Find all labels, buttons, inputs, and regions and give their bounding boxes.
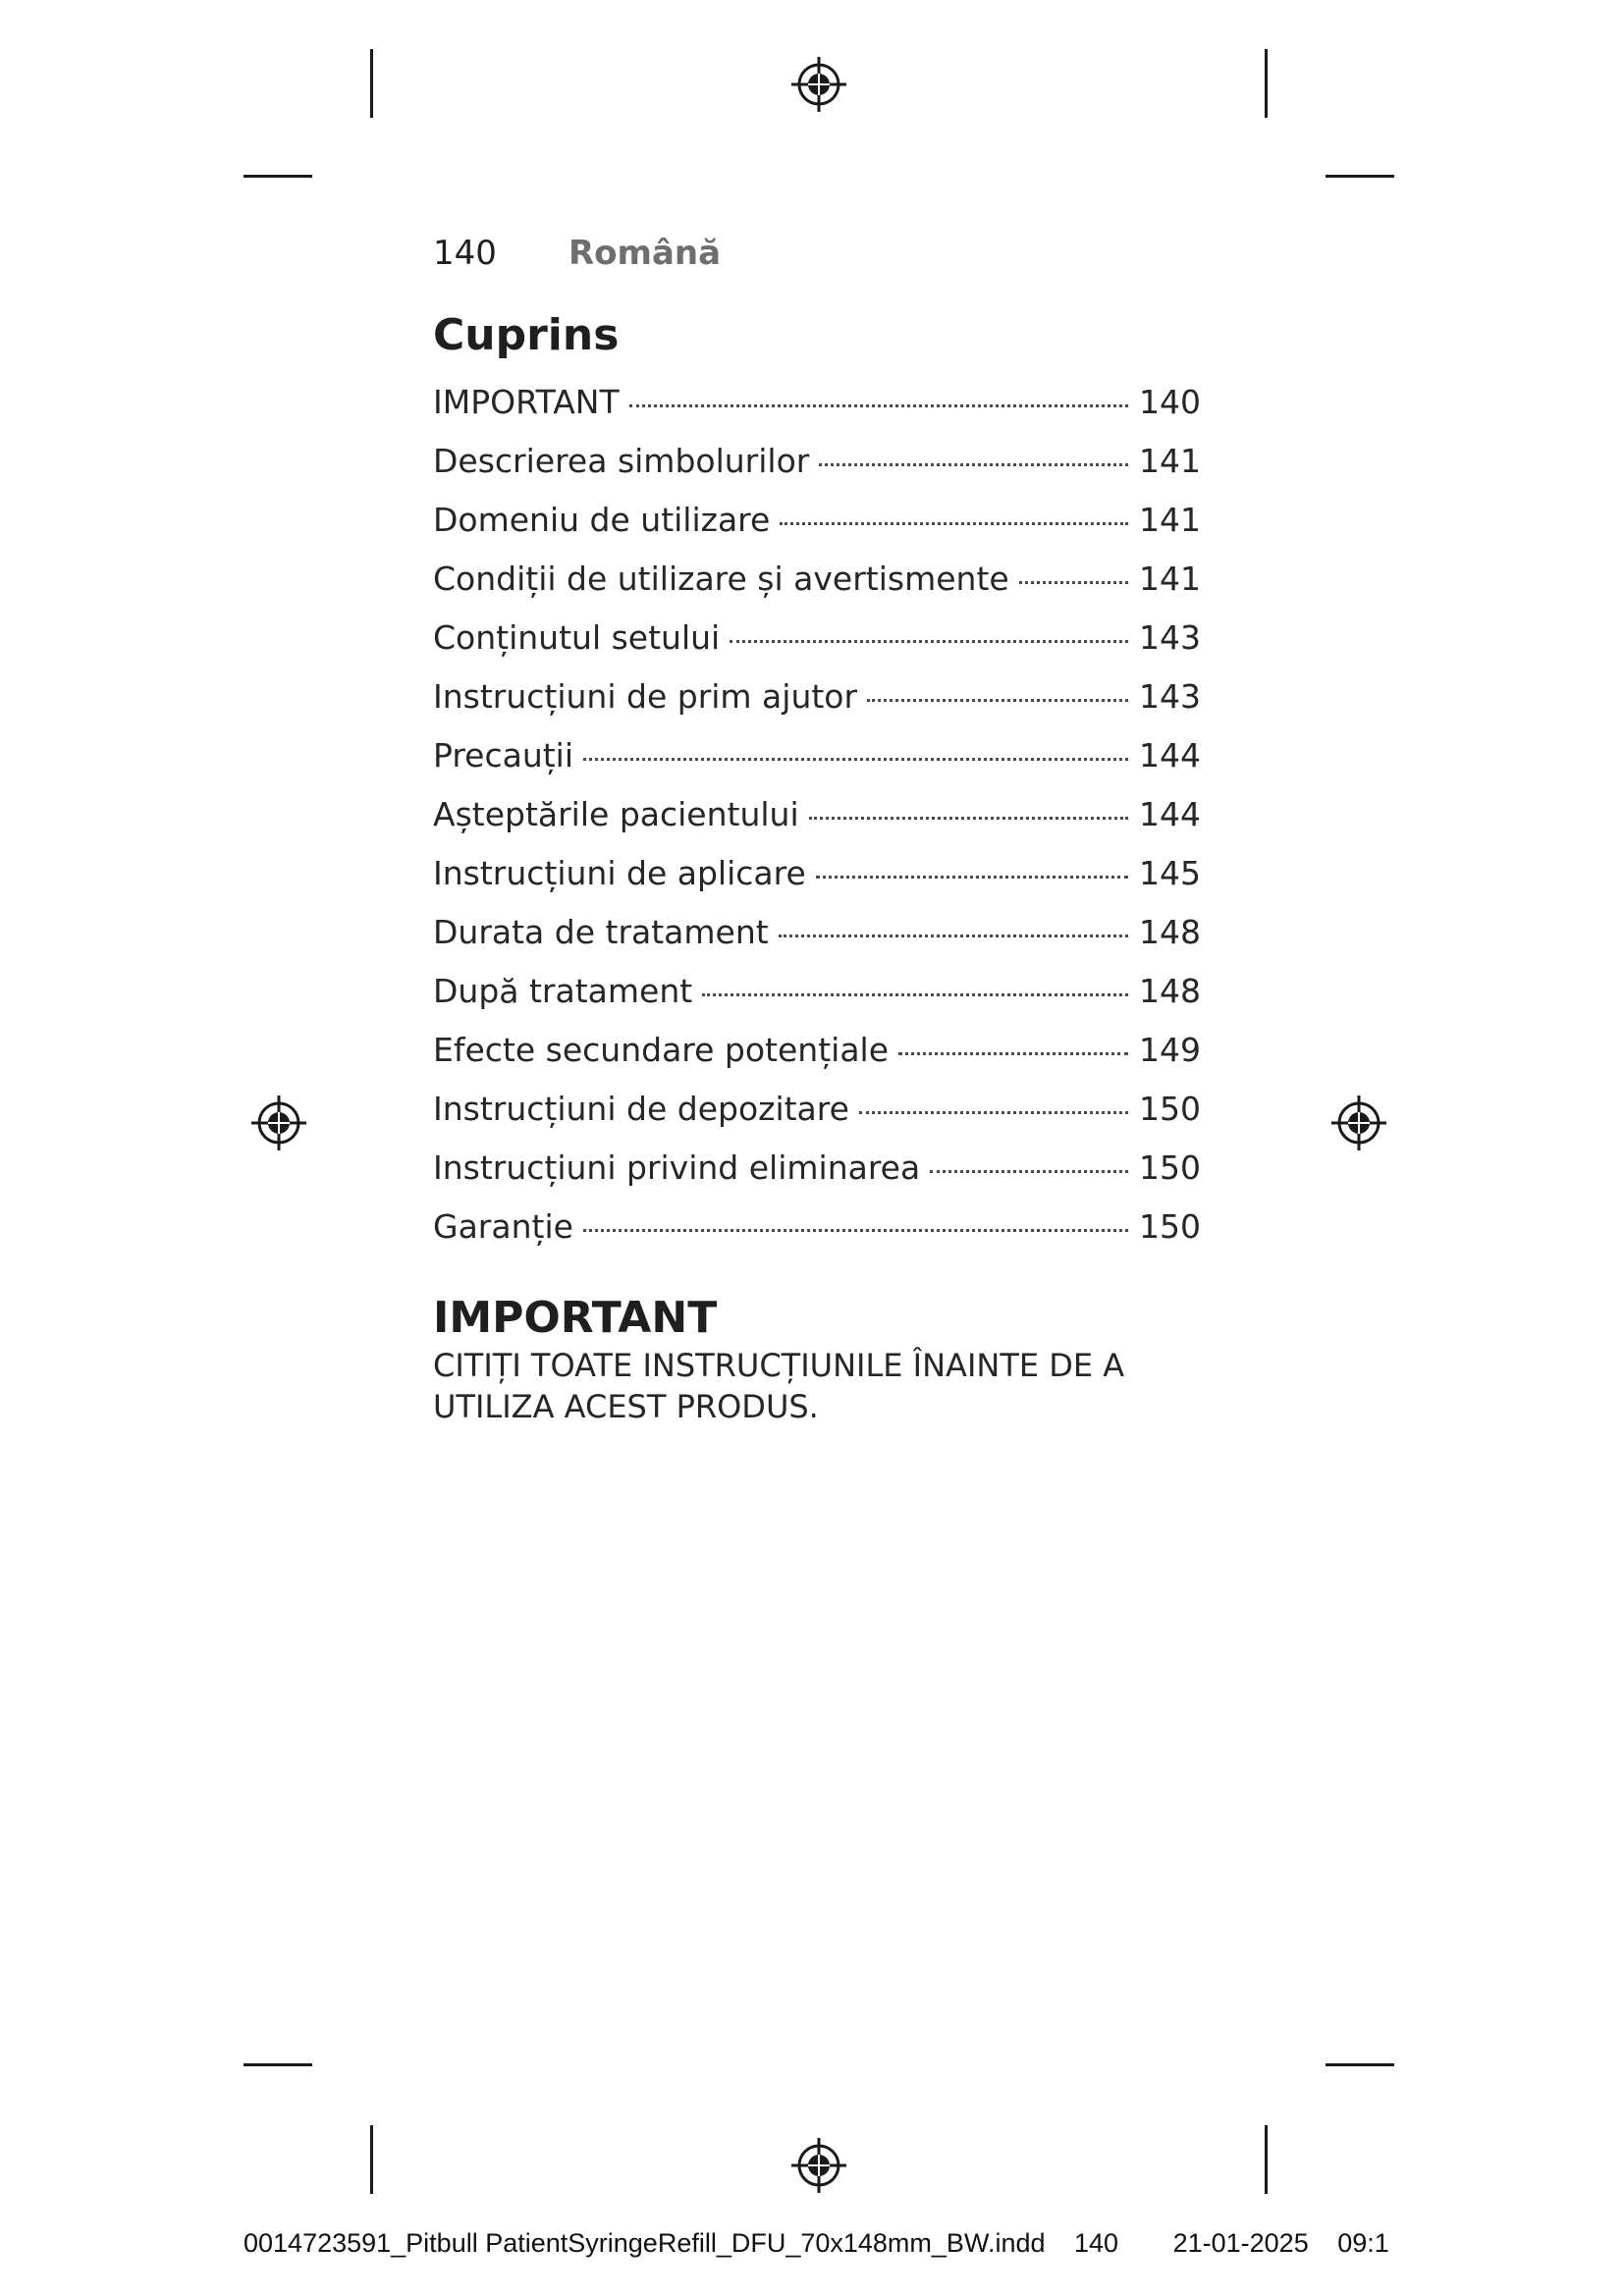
crop-mark-bottom-left-horizontal (244, 2063, 312, 2066)
crop-mark-top-left-horizontal (244, 175, 312, 178)
toc-title: Cuprins (433, 310, 620, 360)
running-head (433, 234, 1218, 285)
toc-entry-page: 143 (1139, 618, 1201, 657)
crop-mark-top-left-vertical (370, 49, 373, 118)
toc-leader-dots (819, 463, 1128, 466)
registration-mark-left-icon (249, 1094, 308, 1152)
toc-entry[interactable] (433, 609, 1201, 667)
toc-entry-page: 145 (1139, 854, 1201, 892)
toc-entry[interactable] (433, 1198, 1201, 1256)
toc-entry-label: Efecte secundare potențiale (433, 1031, 890, 1069)
toc-entry[interactable] (433, 844, 1201, 903)
toc-leader-dots (859, 1111, 1128, 1114)
toc-entry-label: Instrucțiuni de prim ajutor (433, 677, 858, 716)
toc-entry[interactable] (433, 667, 1201, 726)
toc-entry-page: 148 (1139, 972, 1201, 1010)
toc-leader-dots (583, 1229, 1128, 1232)
toc-entry-label: Garanție (433, 1207, 573, 1246)
slug-date: 21-01-2025 (1172, 2228, 1309, 2258)
toc-entry[interactable] (433, 1021, 1201, 1080)
toc-entry[interactable] (433, 903, 1201, 962)
toc-entry-page: 150 (1139, 1090, 1201, 1128)
toc-entry-page: 141 (1139, 501, 1201, 539)
toc-entry-label: Precauții (433, 736, 574, 774)
toc-leader-dots (583, 758, 1128, 761)
toc-entry[interactable] (433, 726, 1201, 785)
print-slug (244, 2228, 1411, 2259)
toc-leader-dots (930, 1170, 1128, 1173)
toc-entry-label: Conținutul setului (433, 618, 721, 657)
crop-mark-bottom-right-horizontal (1326, 2063, 1394, 2066)
important-notice: CITIȚI TOATE INSTRUCȚIUNILE ÎNAINTE DE A UTILIZA ACEST PRODUS. (433, 1347, 1125, 1425)
toc-leader-dots (867, 699, 1128, 702)
table-of-contents (433, 373, 1201, 1256)
toc-entry-label: Domeniu de utilizare (433, 501, 771, 539)
toc-leader-dots (629, 404, 1128, 407)
toc-entry-label: Instrucțiuni privind eliminarea (433, 1148, 921, 1187)
crop-mark-bottom-right-vertical (1265, 2125, 1268, 2194)
toc-entry-page: 150 (1139, 1148, 1201, 1187)
toc-entry-label: Instrucțiuni de aplicare (433, 854, 806, 892)
toc-entry-page: 149 (1139, 1031, 1201, 1069)
crop-mark-bottom-left-vertical (370, 2125, 373, 2194)
toc-entry-label: Așteptările pacientului (433, 795, 799, 833)
toc-leader-dots (816, 876, 1128, 879)
toc-leader-dots (809, 817, 1128, 820)
toc-leader-dots (730, 640, 1128, 643)
toc-entry-label: Condiții de utilizare și avertismente (433, 560, 1009, 598)
toc-entry-label: Instrucțiuni de depozitare (433, 1090, 849, 1128)
registration-mark-right-icon (1329, 1094, 1388, 1152)
toc-leader-dots (779, 934, 1128, 937)
toc-entry[interactable] (433, 962, 1201, 1021)
registration-mark-bottom-icon (789, 2136, 848, 2195)
toc-entry-label: După tratament (433, 972, 693, 1010)
toc-entry[interactable] (433, 785, 1201, 844)
page-number: 140 (433, 234, 497, 273)
registration-mark-top-icon (789, 55, 848, 114)
toc-entry-page: 140 (1139, 383, 1201, 421)
toc-leader-dots (702, 993, 1128, 996)
toc-leader-dots (898, 1052, 1128, 1055)
toc-entry-page: 148 (1139, 913, 1201, 951)
crop-mark-top-right-horizontal (1326, 175, 1394, 178)
slug-time: 09:1 (1337, 2228, 1389, 2258)
toc-leader-dots (1019, 581, 1128, 584)
toc-entry[interactable] (433, 432, 1201, 491)
toc-entry[interactable] (433, 550, 1201, 609)
toc-entry-page: 141 (1139, 442, 1201, 480)
slug-page: 140 (1074, 2228, 1119, 2258)
toc-entry-page: 150 (1139, 1207, 1201, 1246)
toc-entry[interactable] (433, 491, 1201, 550)
slug-file-name: 0014723591_Pitbull PatientSyringeRefill_DFU_70x148mm_BW.indd (244, 2228, 1046, 2258)
crop-mark-top-right-vertical (1265, 49, 1268, 118)
language-label: Română (568, 234, 722, 273)
toc-entry-page: 144 (1139, 736, 1201, 774)
toc-entry-page: 144 (1139, 795, 1201, 833)
toc-entry-label: Durata de tratament (433, 913, 769, 951)
page-content (433, 234, 1218, 1427)
toc-entry[interactable] (433, 1080, 1201, 1139)
toc-entry-page: 141 (1139, 560, 1201, 598)
toc-entry[interactable] (433, 1139, 1201, 1198)
toc-leader-dots (780, 522, 1128, 525)
toc-entry-label: IMPORTANT (433, 383, 620, 421)
important-heading: IMPORTANT (433, 1293, 718, 1343)
toc-entry[interactable] (433, 373, 1201, 432)
toc-entry-page: 143 (1139, 677, 1201, 716)
toc-entry-label: Descrierea simbolurilor (433, 442, 810, 480)
